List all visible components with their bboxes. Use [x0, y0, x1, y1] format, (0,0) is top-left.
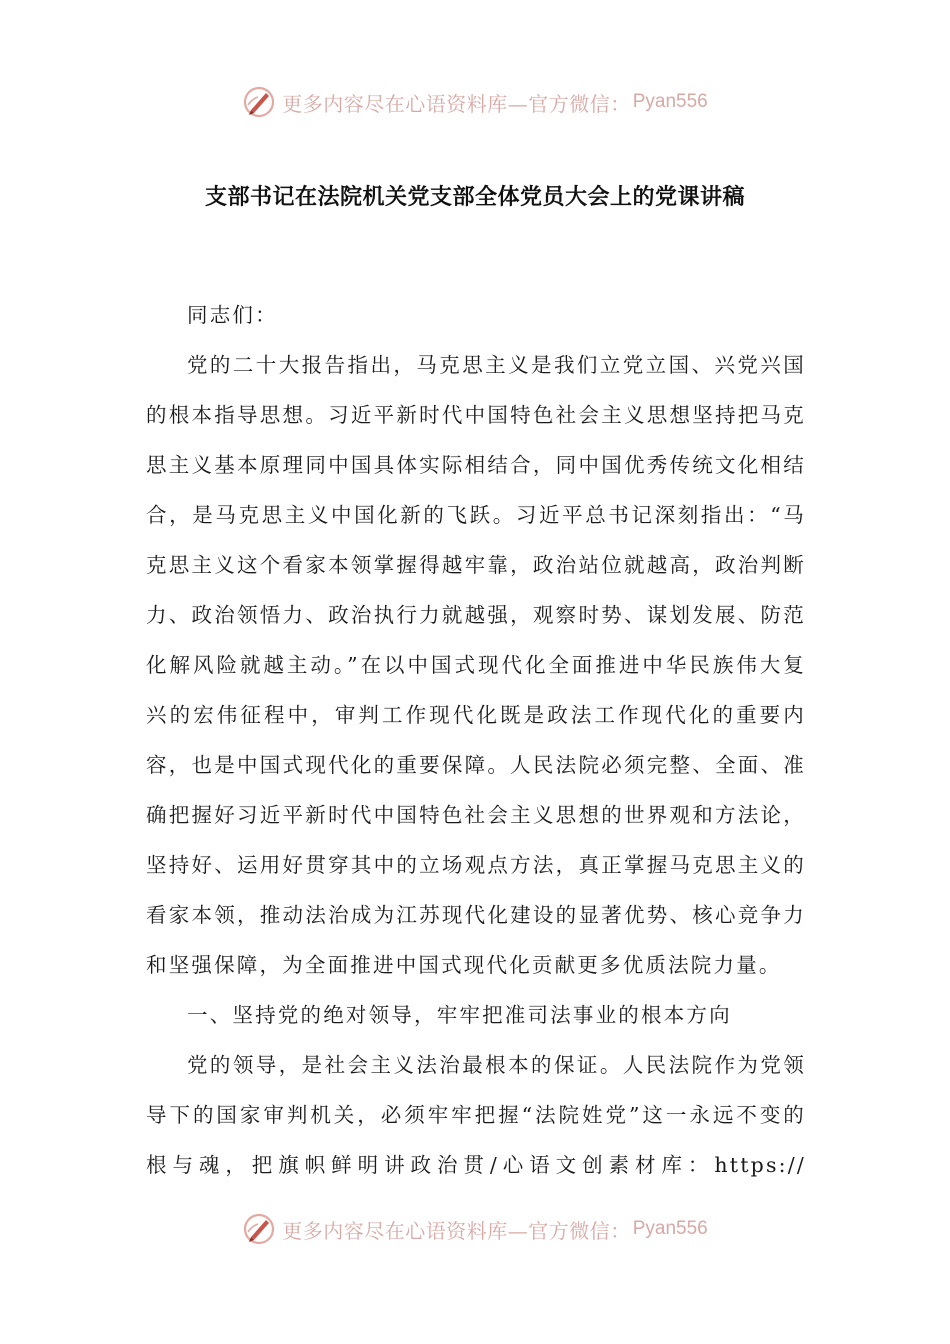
paragraph: 党的二十大报告指出，马克思主义是我们立党立国、兴党兴国的根本指导思想。习近平新时代中国特色社会主义思想坚持把马克思主义基本原理同中国具体实际相结合，同中国优秀传统文化相结合，是马克思主义中国化新的飞跃。习近平总书记深刻指出：“马克思主义这个看家本领掌握得越牢靠，政治站位就越高，政治判断力、政治领悟力、政治执行力就越强，观察时势、谋划发展、防范化解风险就越主动。”在以中国式现代化全面推进中华民族伟大复兴的宏伟征程中，审判工作现代化既是政法工作现代化的重要内容，也是中国式现代化的重要保障。人民法院必须完整、全面、准确把握好习近平新时代中国特色社会主义思想的世界观和方法论，坚持好、运用好贯穿其中的立场观点方法，真正掌握马克思主义的看家本领，推动法治成为江苏现代化建设的显著优势、核心竞争力和坚强保障，为全面推进中国式现代化贡献更多优质法院力量。: [146, 353, 806, 977]
document-title: 支部书记在法院机关党支部全体党员大会上的党课讲稿: [204, 185, 745, 210]
section-heading: 一、坚持党的绝对领导，牢牢把准司法事业的根本方向: [187, 1003, 732, 1027]
watermark-text: 更多内容尽在心语资料库—官方微信：: [282, 91, 631, 116]
watermark-footer: [0, 1209, 950, 1249]
watermark-wechat-id: Pyan556: [632, 91, 708, 112]
greeting: 同志们：: [187, 303, 278, 327]
pen-logo-icon: [242, 1212, 276, 1246]
watermark-text: 更多内容尽在心语资料库—官方微信：: [282, 1218, 631, 1243]
watermark-header: [0, 82, 950, 122]
document-body: [146, 290, 806, 1190]
watermark-wechat-id: Pyan556: [632, 1218, 708, 1239]
pen-logo-icon: [242, 85, 276, 119]
paragraph: 党的领导，是社会主义法治最根本的保证。人民法院作为党领导下的国家审判机关，必须牢牢把握“法院姓党”这一永远不变的根与魂，把旗帜鲜明讲政治贯/心语文创素材库：https://: [146, 1053, 806, 1177]
